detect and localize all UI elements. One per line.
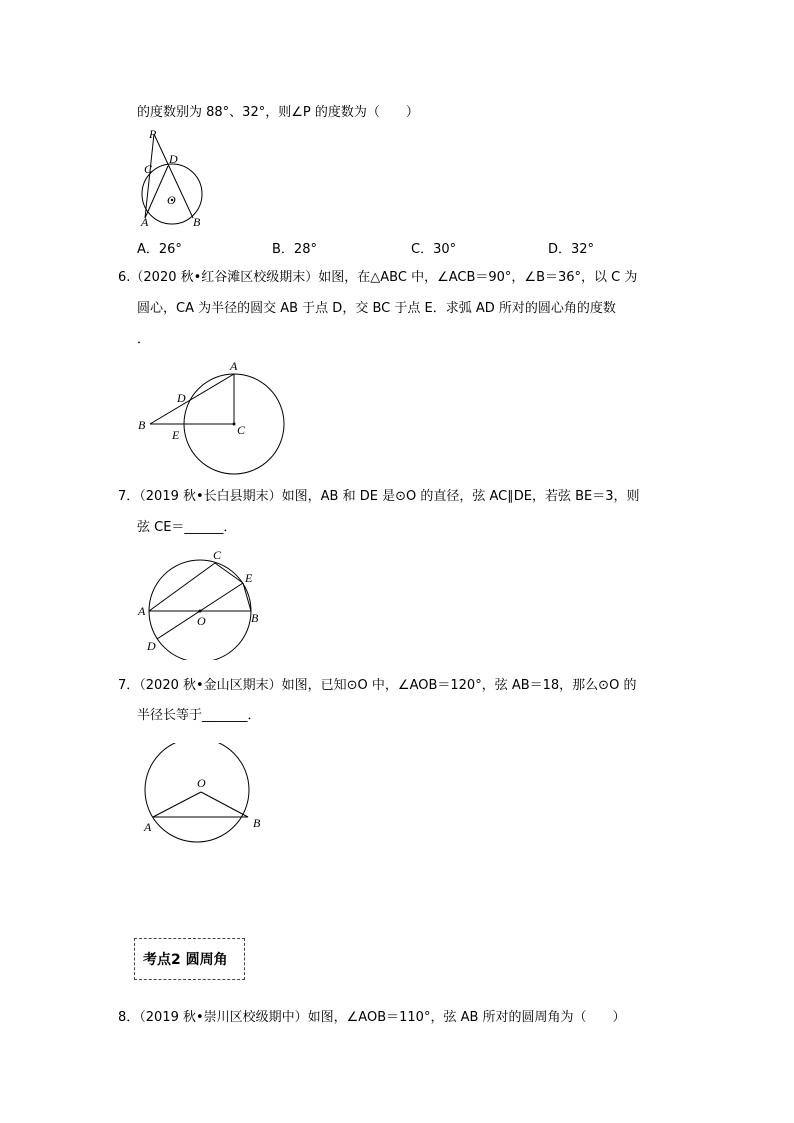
q6-text-line2: 圆心，CA 为半径的圆交 AB 于点 D，交 BC 于点 E．求弧 AD 所对的圆心角的度数 (137, 301, 616, 316)
q6-figure (130, 360, 290, 475)
q5-option-c: C．30° (411, 242, 457, 257)
q5-label-a: A (141, 215, 149, 228)
q6-text-line1: 6.（2020 秋•红谷滩区校级期末）如图，在△ABC 中，∠ACB＝90°，∠B＝36°，以 C 为 (118, 270, 638, 285)
q5-label-p: P (149, 128, 157, 141)
section-title: 考点2 圆周角 (143, 952, 228, 968)
q7b-text-line1: 7．（2020 秋•金山区期末）如图，已知⊙O 中，∠AOB＝120°，弦 AB＝18，那么⊙O 的 (118, 678, 637, 693)
q5-label-o: O (167, 193, 176, 207)
q7b-figure (138, 743, 273, 843)
q5-option-b: B．28° (272, 242, 317, 257)
q7a-label-d: D (147, 639, 156, 653)
q7b-label-a: A (144, 820, 152, 834)
q7a-text-line1: 7．（2019 秋•长白县期末）如图，AB 和 DE 是⊙O 的直径，弦 AC∥DE，若弦 BE＝3，则 (118, 489, 640, 504)
q7a-label-c: C (213, 548, 222, 562)
q7a-figure (135, 545, 270, 660)
q5-label-c: C (144, 162, 153, 176)
q6-label-c: C (237, 423, 246, 437)
q5-option-a: A．26° (137, 242, 182, 257)
q7a-label-o: O (197, 614, 206, 628)
q6-text-line3: ． (137, 332, 151, 347)
q7a-label-a: A (138, 604, 146, 618)
q7b-label-o: O (197, 776, 206, 790)
q7a-text-line2: 弦 CE＝______． (137, 520, 237, 535)
q5-option-d: D．32° (548, 242, 595, 257)
q6-label-b: B (138, 418, 146, 432)
q5-label-d: D (169, 152, 178, 166)
q6-label-d: D (177, 391, 186, 405)
q5-text: 的度数别为 88°、32°，则∠P 的度数为（ ） (137, 105, 419, 120)
q5-label-b: B (193, 215, 201, 228)
q7b-text-line2: 半径长等于_______． (137, 708, 261, 723)
q7a-label-e: E (245, 571, 253, 585)
q7a-label-b: B (251, 611, 259, 625)
q5-figure (135, 128, 215, 228)
q6-label-e: E (172, 428, 180, 442)
q8-text-line1: 8．（2019 秋•崇川区校级期中）如图，∠AOB＝110°，弦 AB 所对的圆周角为（ ） (118, 1010, 626, 1025)
q7b-label-b: B (253, 816, 261, 830)
q6-label-a: A (230, 360, 238, 373)
section-header (134, 938, 245, 980)
